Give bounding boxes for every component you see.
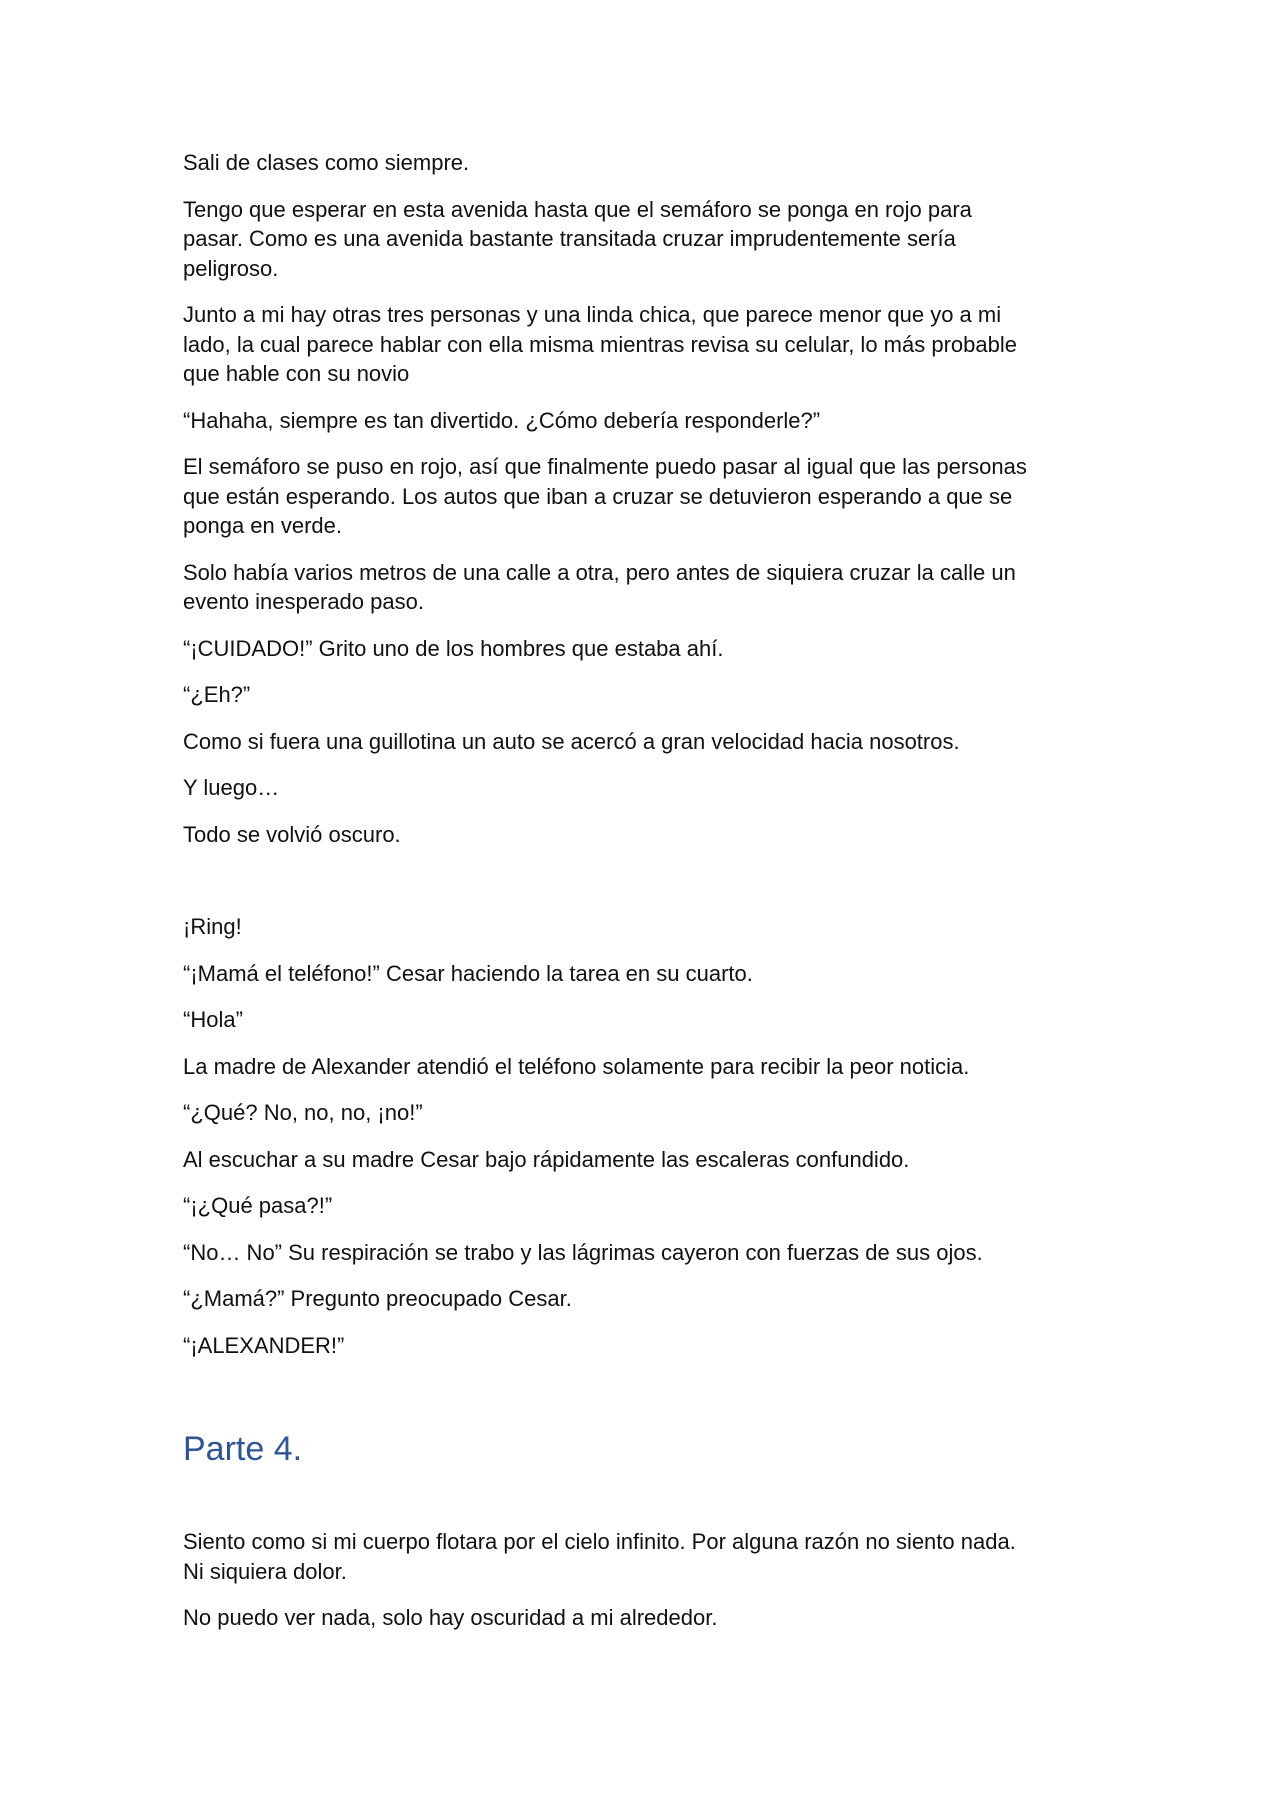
paragraph: “¡ALEXANDER!” [183,1332,345,1358]
paragraph: ¡Ring! [183,914,242,939]
paragraph: Como si fuera una guillotina un auto se acercó a gran velocidad hacia nosotros. [183,728,960,754]
paragraph: “¿Qué? No, no, no, ¡no!” [183,1100,423,1125]
paragraph: “¡¿Qué pasa?!” [183,1193,333,1218]
paragraph: El semáforo se puso en rojo, así que finalmente puedo pasar al igual que las personas que están esperando. Los autos que iban a cruzar se detuvieron esperando a que se ponga en verde. [183,454,1027,538]
section-break [183,1377,1103,1429]
paragraph: “Hahaha, siempre es tan divertido. ¿Cómo debería responderle?” [183,407,821,433]
paragraph: No puedo ver nada, solo hay oscuridad a mi alrededor. [183,1605,718,1630]
paragraph: “Hola” [183,1007,243,1032]
paragraph: Todo se volvió oscuro. [183,821,401,847]
chapter-heading: Parte 4. [183,1430,303,1468]
section-one [183,148,1103,849]
paragraph: Sali de clases como siempre. [183,150,470,175]
paragraph: Tengo que esperar en esta avenida hasta que el semáforo se ponga en rojo para pasar. Como es una avenida bastante transitada cruzar imprudentemente sería peligroso. [183,196,972,281]
paragraph: Y luego… [183,775,280,800]
paragraph: “¡Mamá el teléfono!” Cesar haciendo la tarea en su cuarto. [183,960,753,986]
paragraph: Siento como si mi cuerpo flotara por el cielo infinito. Por alguna razón no siento nada. Ni siquiera dolor. [183,1529,1016,1584]
paragraph: Al escuchar a su madre Cesar bajo rápidamente las escaleras confundido. [183,1146,910,1172]
paragraph: Junto a mi hay otras tres personas y una linda chica, que parece menor que yo a mi lado, la cual parece hablar con ella misma mientras revisa su celular, lo más probable que hable con su novio [183,302,1017,386]
section-three [183,1527,1103,1633]
paragraph: “¿Mamá?” Pregunto preocupado Cesar. [183,1286,572,1311]
section-two [183,912,1103,1360]
paragraph: Solo había varios metros de una calle a otra, pero antes de siquiera cruzar la calle un evento inesperado paso. [183,559,1016,614]
paragraph: La madre de Alexander atendió el teléfono solamente para recibir la peor noticia. [183,1053,970,1079]
document-page [183,148,1103,1650]
paragraph: “¿Eh?” [183,682,251,707]
section-break [183,866,1103,912]
paragraph: “No… No” Su respiración se trabo y las lágrimas cayeron con fuerzas de sus ojos. [183,1239,983,1265]
paragraph: “¡CUIDADO!” Grito uno de los hombres que estaba ahí. [183,635,724,661]
